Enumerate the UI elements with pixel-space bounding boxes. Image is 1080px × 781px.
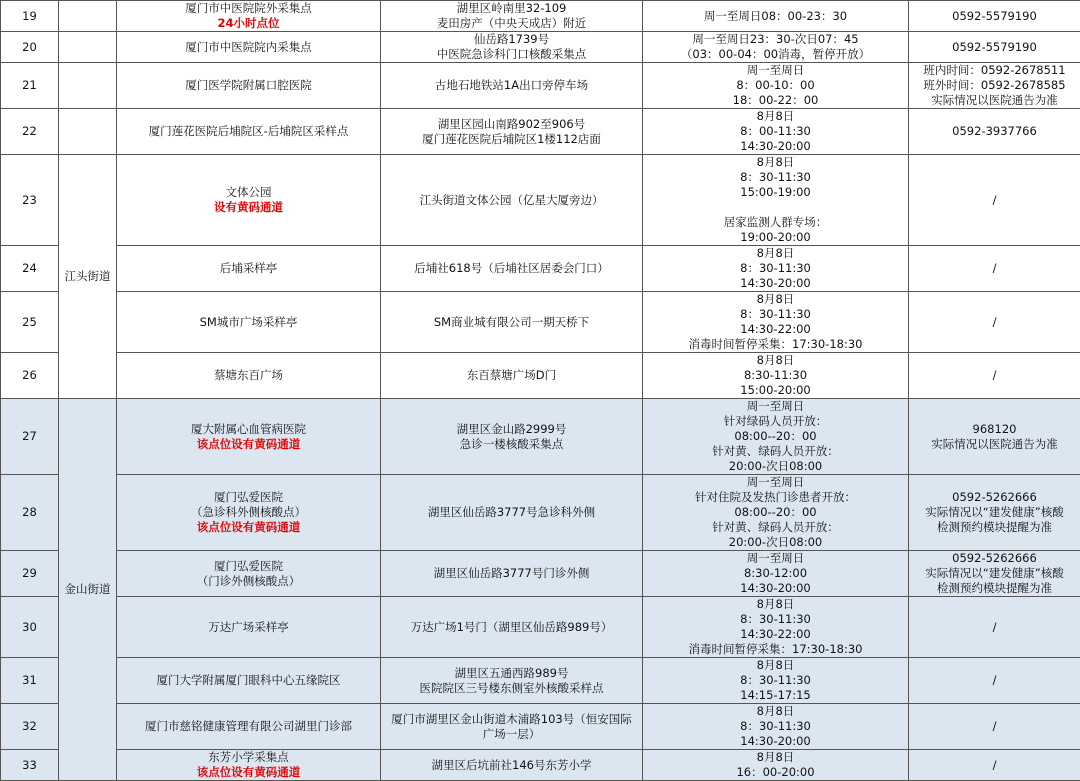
opening-hours-line: 8:30-12:00	[647, 566, 904, 581]
table-row	[1, 63, 1080, 109]
contact-phone-line: /	[913, 758, 1076, 773]
site-address-line: 古地石地铁站1A出口旁停车场	[385, 78, 638, 93]
opening-hours-line: 针对黄、绿码人员开放：	[647, 520, 904, 535]
site-name	[117, 246, 381, 292]
table-row	[1, 1, 1080, 32]
table-row	[1, 155, 1080, 246]
contact-phone-line: /	[913, 719, 1076, 734]
opening-hours	[643, 704, 909, 750]
site-address-line: SM商业城有限公司一期天桥下	[385, 315, 638, 330]
contact-phone-line: /	[913, 620, 1076, 635]
district-cell: 江头街道	[59, 155, 117, 399]
opening-hours-line: 8月8日	[647, 750, 904, 765]
yellow-code-notice: 该点位设有黄码通道	[121, 437, 376, 452]
contact-phone-line: /	[913, 673, 1076, 688]
row-number: 30	[1, 597, 59, 658]
contact-phone-line: 班外时间：0592-2678585	[913, 78, 1076, 93]
contact-phone-line: 0592-5262666	[913, 490, 1076, 505]
site-address-line: 湖里区岭南里32-109	[385, 1, 638, 16]
site-name-line: 后埔采样亭	[121, 261, 376, 276]
opening-hours-line: 周一至周日	[647, 475, 904, 490]
yellow-code-notice: 该点位设有黄码通道	[121, 520, 376, 535]
contact-phone	[909, 399, 1080, 475]
opening-hours-line: 8月8日	[647, 292, 904, 307]
opening-hours-line: 针对住院及发热门诊患者开放：	[647, 490, 904, 505]
district-cell	[59, 109, 117, 155]
opening-hours-line: 消毒时间暂停采集：17:30-18:30	[647, 337, 904, 352]
row-number: 27	[1, 399, 59, 475]
site-address-line: 中医院急诊科门口核酸采集点	[385, 47, 638, 62]
opening-hours-line: 针对黄、绿码人员开放：	[647, 444, 904, 459]
site-name-line: 厦门市慈铭健康管理有限公司湖里门诊部	[121, 719, 376, 734]
site-address-line: 厦门莲花医院后埔院区1楼112店面	[385, 132, 638, 147]
opening-hours	[643, 1, 909, 32]
opening-hours-line: 8：30-11:30	[647, 719, 904, 734]
contact-phone-line: 0592-5262666	[913, 551, 1076, 566]
row-number: 33	[1, 750, 59, 781]
site-name-line: 厦门莲花医院后埔院区-后埔院区采样点	[121, 124, 376, 139]
site-address-line: 厦门市湖里区金山街道木浦路103号（恒安国际	[385, 712, 638, 727]
site-address	[381, 551, 643, 597]
contact-phone	[909, 32, 1080, 63]
opening-hours-line: 周一至周日	[647, 399, 904, 414]
opening-hours-line: 8：30-11:30	[647, 673, 904, 688]
opening-hours-line: 消毒时间暂停采集：17:30-18:30	[647, 642, 904, 657]
site-address	[381, 63, 643, 109]
opening-hours-line: 14:30-20:00	[647, 581, 904, 596]
row-number: 21	[1, 63, 59, 109]
site-address-line: 后埔社618号（后埔社区居委会门口）	[385, 261, 638, 276]
opening-hours-line: 8月8日	[647, 246, 904, 261]
opening-hours-line: 8：30-11:30	[647, 170, 904, 185]
opening-hours-line: 8月8日	[647, 155, 904, 170]
site-address-line: 急诊一楼核酸采集点	[385, 437, 638, 452]
opening-hours-line: 8：30-11:30	[647, 261, 904, 276]
yellow-code-notice: 24小时点位	[121, 16, 376, 31]
row-number: 32	[1, 704, 59, 750]
site-name	[117, 1, 381, 32]
contact-phone	[909, 155, 1080, 246]
table-row	[1, 399, 1080, 475]
row-number: 23	[1, 155, 59, 246]
opening-hours-line: 08:00--20：00	[647, 429, 904, 444]
opening-hours	[643, 32, 909, 63]
opening-hours-line: 8月8日	[647, 353, 904, 368]
contact-phone-line: /	[913, 315, 1076, 330]
opening-hours-line: 8月8日	[647, 704, 904, 719]
site-address	[381, 750, 643, 781]
contact-phone	[909, 704, 1080, 750]
opening-hours	[643, 292, 909, 353]
opening-hours-line: 19:00-20:00	[647, 230, 904, 245]
opening-hours	[643, 63, 909, 109]
site-name	[117, 63, 381, 109]
table-row	[1, 292, 1080, 353]
opening-hours-line: 周一至周日23：30-次日07：45	[647, 32, 904, 47]
site-name-line: SM城市广场采样亭	[121, 315, 376, 330]
contact-phone-line: /	[913, 261, 1076, 276]
site-name-line: 厦门医学院附属口腔医院	[121, 78, 376, 93]
table-row	[1, 246, 1080, 292]
site-address-line: 湖里区后坑前社146号东芳小学	[385, 758, 638, 773]
contact-phone-line: /	[913, 368, 1076, 383]
contact-phone	[909, 292, 1080, 353]
site-name-line: 厦门市中医院院外采集点	[121, 1, 376, 16]
site-name-line: 文体公园	[121, 185, 376, 200]
district-cell	[59, 32, 117, 63]
site-address	[381, 704, 643, 750]
contact-phone	[909, 750, 1080, 781]
site-name-line: （门诊外侧核酸点）	[121, 574, 376, 589]
site-address	[381, 292, 643, 353]
opening-hours	[643, 658, 909, 704]
site-name	[117, 109, 381, 155]
site-address-line: 湖里区仙岳路3777号门诊外侧	[385, 566, 638, 581]
opening-hours-line: 8：30-11:30	[647, 612, 904, 627]
site-name-line: 厦门弘爱医院	[121, 490, 376, 505]
site-name	[117, 292, 381, 353]
opening-hours-line: 20:00-次日08:00	[647, 535, 904, 550]
opening-hours	[643, 597, 909, 658]
opening-hours-line: 15:00-20:00	[647, 383, 904, 398]
contact-phone-line: 实际情况以医院通告为准	[913, 93, 1076, 108]
opening-hours	[643, 155, 909, 246]
site-address	[381, 658, 643, 704]
opening-hours-line: 14:30-20:00	[647, 139, 904, 154]
contact-phone-line: 班内时间：0592-2678511	[913, 63, 1076, 78]
site-address-line: 广场一层）	[385, 727, 638, 742]
row-number: 24	[1, 246, 59, 292]
opening-hours-line: 20:00-次日08:00	[647, 459, 904, 474]
table-row	[1, 32, 1080, 63]
row-number: 29	[1, 551, 59, 597]
row-number: 20	[1, 32, 59, 63]
site-name-line: 厦大附属心血管病医院	[121, 422, 376, 437]
site-address-line: 湖里区五通西路989号	[385, 666, 638, 681]
opening-hours	[643, 353, 909, 399]
site-name-line: （急诊科外侧核酸点）	[121, 505, 376, 520]
opening-hours-line: 14:30-20:00	[647, 734, 904, 749]
opening-hours	[643, 475, 909, 551]
site-name	[117, 658, 381, 704]
site-address	[381, 109, 643, 155]
site-address-line: 麦田房产（中央天成店）附近	[385, 16, 638, 31]
site-name	[117, 32, 381, 63]
site-address	[381, 246, 643, 292]
site-name	[117, 475, 381, 551]
row-number: 26	[1, 353, 59, 399]
site-address	[381, 597, 643, 658]
site-name	[117, 750, 381, 781]
site-address-line: 医院院区三号楼东侧室外核酸采样点	[385, 681, 638, 696]
site-name-line: 厦门市中医院院内采集点	[121, 40, 376, 55]
row-number: 31	[1, 658, 59, 704]
site-address-line: 江头街道文体公园（亿星大厦旁边）	[385, 193, 638, 208]
opening-hours-line: 周一至周日	[647, 63, 904, 78]
opening-hours-line	[647, 200, 904, 215]
opening-hours-line: 8:30-11:30	[647, 368, 904, 383]
opening-hours-line: 14:30-22:00	[647, 322, 904, 337]
opening-hours-line: （03：00-04：00消毒，暂停开放）	[647, 47, 904, 62]
district-cell: 金山街道	[59, 399, 117, 781]
site-address-line: 万达广场1号门（湖里区仙岳路989号）	[385, 620, 638, 635]
site-name-line: 厦门弘爱医院	[121, 559, 376, 574]
opening-hours	[643, 246, 909, 292]
opening-hours-line: 8月8日	[647, 658, 904, 673]
site-address-line: 湖里区金山路2999号	[385, 422, 638, 437]
site-name	[117, 399, 381, 475]
contact-phone	[909, 475, 1080, 551]
opening-hours-line: 周一至周日	[647, 551, 904, 566]
site-address	[381, 475, 643, 551]
site-address	[381, 155, 643, 246]
district-cell	[59, 1, 117, 32]
contact-phone-line: 实际情况以“建发健康”核酸	[913, 566, 1076, 581]
site-address-line: 东百蔡塘广场D门	[385, 368, 638, 383]
row-number: 22	[1, 109, 59, 155]
opening-hours-line: 8：00-10：00	[647, 78, 904, 93]
site-address-line: 仙岳路1739号	[385, 32, 638, 47]
opening-hours	[643, 750, 909, 781]
contact-phone	[909, 658, 1080, 704]
table-row	[1, 353, 1080, 399]
opening-hours-line: 18：00-22：00	[647, 93, 904, 108]
opening-hours-line: 8月8日	[647, 597, 904, 612]
site-name	[117, 597, 381, 658]
opening-hours-line: 8月8日	[647, 109, 904, 124]
table-row	[1, 109, 1080, 155]
site-name	[117, 551, 381, 597]
opening-hours-line: 14:15-17:15	[647, 688, 904, 703]
contact-phone-line: 0592-5579190	[913, 9, 1076, 24]
table-row	[1, 658, 1080, 704]
site-name	[117, 155, 381, 246]
table-row	[1, 551, 1080, 597]
contact-phone-line: 实际情况以“建发健康”核酸	[913, 505, 1076, 520]
district-cell	[59, 63, 117, 109]
opening-hours	[643, 399, 909, 475]
opening-hours	[643, 109, 909, 155]
site-address	[381, 399, 643, 475]
table-row	[1, 597, 1080, 658]
contact-phone-line: 检测预约模块提醒为准	[913, 520, 1076, 535]
site-name-line: 蔡塘东百广场	[121, 368, 376, 383]
site-name-line: 东芳小学采集点	[121, 750, 376, 765]
contact-phone-line: 检测预约模块提醒为准	[913, 581, 1076, 596]
opening-hours-line: 15:00-19:00	[647, 185, 904, 200]
site-name	[117, 704, 381, 750]
row-number: 28	[1, 475, 59, 551]
opening-hours-line: 居家监测人群专场：	[647, 215, 904, 230]
opening-hours-line: 周一至周日08：00-23：30	[647, 9, 904, 24]
contact-phone	[909, 1, 1080, 32]
opening-hours-line: 8：00-11:30	[647, 124, 904, 139]
yellow-code-notice: 该点位设有黄码通道	[121, 765, 376, 780]
site-address	[381, 353, 643, 399]
opening-hours-line: 14:30-22:00	[647, 627, 904, 642]
contact-phone	[909, 246, 1080, 292]
opening-hours-line: 08:00--20：00	[647, 505, 904, 520]
site-name	[117, 353, 381, 399]
table-row	[1, 704, 1080, 750]
opening-hours-line: 针对绿码人员开放：	[647, 414, 904, 429]
site-address-line: 湖里区园山南路902至906号	[385, 117, 638, 132]
row-number: 19	[1, 1, 59, 32]
contact-phone	[909, 597, 1080, 658]
site-address	[381, 1, 643, 32]
site-name-line: 万达广场采样亭	[121, 620, 376, 635]
yellow-code-notice: 设有黄码通道	[121, 200, 376, 215]
site-address	[381, 32, 643, 63]
contact-phone-line: 968120	[913, 422, 1076, 437]
opening-hours	[643, 551, 909, 597]
contact-phone	[909, 109, 1080, 155]
contact-phone-line: 实际情况以医院通告为准	[913, 437, 1076, 452]
contact-phone	[909, 353, 1080, 399]
contact-phone	[909, 63, 1080, 109]
row-number: 25	[1, 292, 59, 353]
site-name-line: 厦门大学附属厦门眼科中心五缘院区	[121, 673, 376, 688]
opening-hours-line: 14:30-20:00	[647, 276, 904, 291]
contact-phone-line: 0592-3937766	[913, 124, 1076, 139]
contact-phone-line: 0592-5579190	[913, 40, 1076, 55]
contact-phone-line: /	[913, 193, 1076, 208]
table-row	[1, 750, 1080, 781]
site-address-line: 湖里区仙岳路3777号急诊科外侧	[385, 505, 638, 520]
opening-hours-line: 8：30-11:30	[647, 307, 904, 322]
contact-phone	[909, 551, 1080, 597]
table-row	[1, 475, 1080, 551]
opening-hours-line: 16：00-20:00	[647, 765, 904, 780]
